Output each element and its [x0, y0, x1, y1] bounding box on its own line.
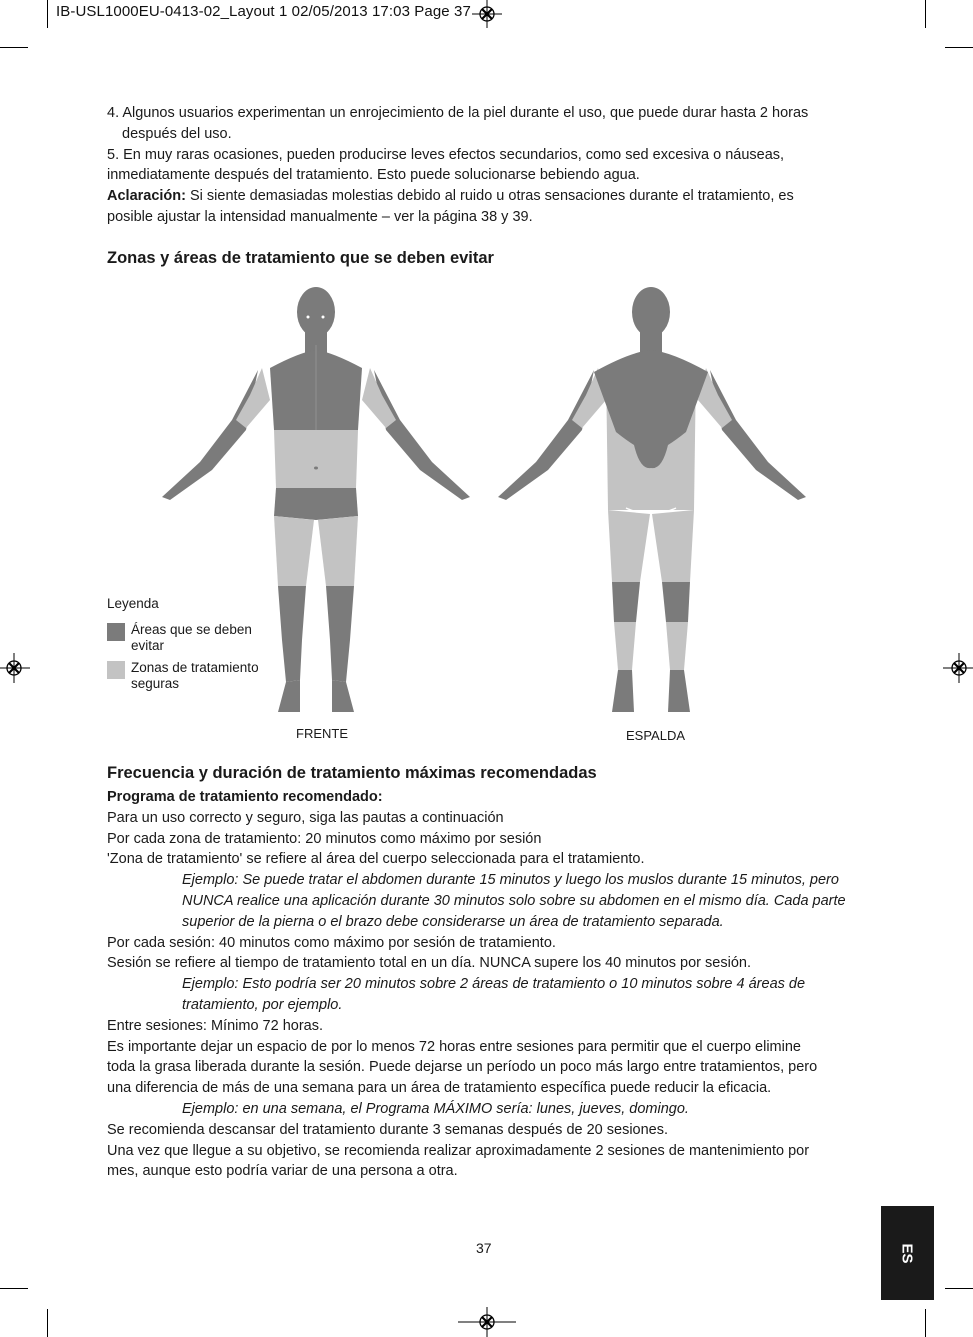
item-5: 5. En muy raras ocasiones, pueden producirse leves efectos secundarios, como sed excesiva o náuseas, [107, 146, 785, 163]
example-line: tratamiento, por ejemplo. [182, 996, 343, 1013]
front-label: FRENTE [296, 726, 348, 741]
legend-label-avoid: Áreas que se deben evitar [131, 622, 252, 653]
legend-item-avoid [107, 622, 271, 654]
paragraph-line: 'Zona de tratamiento' se refiere al área del cuerpo seleccionada para el tratamiento. [107, 851, 645, 868]
paragraph-line: Entre sesiones: Mínimo 72 horas. [107, 1017, 323, 1034]
registration-mark-icon [458, 1307, 516, 1337]
paragraph-line: Es importante dejar un espacio de por lo menos 72 horas entre sesiones para permitir que el cuerpo elimine [107, 1038, 801, 1055]
language-tab [881, 1206, 934, 1300]
printer-slug: IB-USL1000EU-0413-02_Layout 1 02/05/2013 17:03 Page 37 [56, 3, 471, 20]
clarification-cont: posible ajustar la intensidad manualmente – ver la página 38 y 39. [107, 208, 533, 225]
page-number: 37 [476, 1240, 492, 1256]
paragraph-line: Para un uso correcto y seguro, siga las pautas a continuación [107, 809, 504, 826]
paragraph-line: toda la grasa liberada durante la sesión. Puede dejarse un período un poco más largo entre tratamientos, pero [107, 1059, 818, 1076]
example-line: Ejemplo: Se puede tratar el abdomen durante 15 minutos y luego los muslos durante 15 minutos, pero [182, 872, 839, 889]
item-4: 4. Algunos usuarios experimentan un enrojecimiento de la piel durante el uso, que puede durar hasta 2 horas [107, 105, 809, 121]
paragraph-line: Una vez que llegue a su objetivo, se recomienda realizar aproximadamente 2 sesiones de mantenimiento por [107, 1142, 810, 1159]
legend-item-safe [107, 660, 271, 692]
program-label [107, 787, 867, 808]
frequency-heading: Frecuencia y duración de tratamiento máximas recomendadas [107, 764, 597, 782]
crop-mark [945, 1288, 973, 1289]
clarification-label: Aclaración: [107, 188, 186, 205]
program-label-text: Programa de tratamiento recomendado: [107, 789, 383, 805]
zones-heading: Zonas y áreas de tratamiento que se deben evitar [107, 249, 494, 267]
example-line: superior de la pierna o el brazo debe considerarse un área de tratamiento separada. [182, 913, 724, 930]
paragraph-line: Se recomienda descansar del tratamiento durante 3 semanas después de 20 sesiones. [107, 1121, 669, 1138]
example-line: Ejemplo: en una semana, el Programa MÁXIMO sería: lunes, jueves, domingo. [182, 1100, 689, 1117]
crop-mark [47, 1309, 48, 1337]
paragraph-line: Por cada sesión: 40 minutos como máximo por sesión de tratamiento. [107, 934, 556, 951]
language-tab-label: ES [898, 1242, 916, 1264]
paragraph-line: una diferencia de más de una semana para un área de tratamiento específica puede reducir la eficacia. [107, 1080, 772, 1097]
frequency-text [107, 787, 867, 1182]
back-body-figure [498, 287, 806, 712]
paragraph-line: mes, aunque esto podría variar de una persona a otra. [107, 1163, 458, 1180]
example-line: Ejemplo: Esto podría ser 20 minutos sobre 2 áreas de tratamiento o 10 minutos sobre 4 áreas de [182, 976, 806, 993]
item-5-cont: inmediatamente después del tratamiento. Esto puede solucionarse bebiendo agua. [107, 167, 640, 184]
legend-swatch-avoid [107, 623, 125, 641]
legend-title: Leyenda [107, 596, 159, 611]
item-4-cont: después del uso. [122, 125, 232, 142]
paragraph-line: Sesión se refiere al tiempo de tratamiento total en un día. NUNCA supere los 40 minutos por sesión. [107, 955, 751, 972]
back-label: ESPALDA [626, 728, 686, 743]
paragraph-line: Por cada zona de tratamiento: 20 minutos como máximo por sesión [107, 830, 542, 847]
clarification-text: Si siente demasiadas molestias debido al ruido u otras sensaciones durante el tratamiento, es [185, 188, 794, 205]
legend-swatch-safe [107, 661, 125, 679]
legend-label-safe: Zonas de tratamiento seguras [131, 660, 259, 691]
example-line: NUNCA realice una aplicación durante 30 minutos solo sobre su abdomen en el mismo día. Cada parte [182, 892, 846, 909]
crop-mark [925, 1309, 926, 1337]
crop-mark [0, 1288, 28, 1289]
